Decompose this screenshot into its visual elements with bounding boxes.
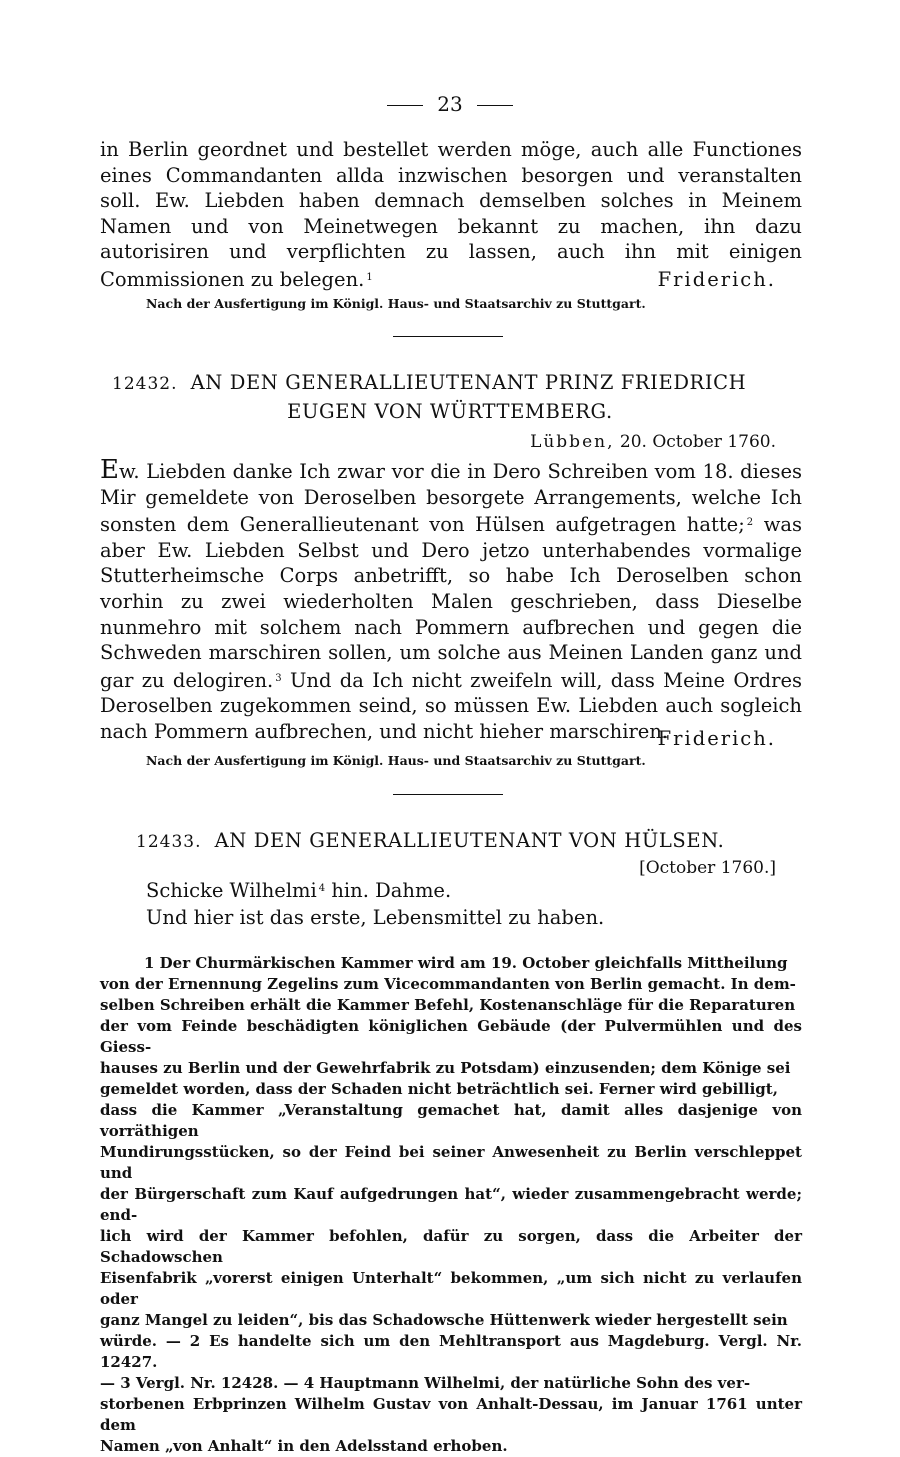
letter-12432-text-part3: Und da Ich nicht zweifeln will, dass Meine Ordres Deroselben zugekommen seind, so müssen Ew. Liebden auch sogleich nach Pommern aufbrechen, und nicht hieher marschiren. (100, 668, 803, 743)
footnote-line: von der Ernennung Zegelins zum Vicecommandanten von Berlin gemacht. In dem- (100, 975, 796, 993)
separator-rule-2 (393, 794, 503, 795)
letter-12432-heading-line1: AN DEN GENERALLIEUTENANT PRINZ FRIEDRICH (190, 371, 747, 394)
letter-12432-dateline (530, 432, 776, 452)
footnote-ref-3: 3 (275, 672, 282, 684)
page-number (0, 92, 900, 116)
footnote-line: gemeldet worden, dass der Schaden nicht beträchtlich sei. Ferner wird gebilligt, (100, 1080, 778, 1098)
footnote-line: Eisenfabrik „vorerst einigen Unterhalt“ bekommen, „um sich nicht zu verlaufen oder (100, 1269, 802, 1308)
letter-12432-text-part1: w. Liebden danke Ich zwar vor die in Dero Schreiben vom 18. dieses Mir gemeldete von Deroselben besorgete Arrangements, welche Ich sonsten dem Generallieutenant von Hülsen aufgetragen hatte; (100, 460, 802, 537)
page-number-dash-right (477, 105, 513, 106)
footnote-line: der vom Feinde beschädigten königlichen Gebäude (der Pulvermühlen und des Giess- (100, 1017, 802, 1056)
letter-12433-line1 (146, 879, 451, 902)
footnote-line: der Bürgerschaft zum Kauf aufgedrungen hat“, wieder zusammengebracht werde; end- (100, 1185, 802, 1224)
footnote-line: 1 Der Churmärkischen Kammer wird am 19. October gleichfalls Mittheilung (144, 954, 788, 972)
letter-12432-initial: E (100, 455, 119, 485)
letter-12432-body (100, 455, 803, 745)
source-note-2: Nach der Ausfertigung im Königl. Haus- und Staatsarchiv zu Stuttgart. (146, 753, 646, 768)
letter-12432-heading-line2: EUGEN VON WÜRTTEMBERG. (287, 400, 613, 423)
footnote-line: storbenen Erbprinzen Wilhelm Gustav von Anhalt-Dessau, im Januar 1761 unter dem (100, 1395, 802, 1434)
footnote-ref-4: 4 (318, 883, 326, 894)
footnote-ref-2: 2 (746, 517, 754, 529)
letter-12433-line1-text-b: hin. Dahme. (331, 879, 452, 902)
footnote-line: würde. — 2 Es handelte sich um den Mehltransport aus Magdeburg. Vergl. Nr. 12427. (100, 1332, 802, 1371)
footnote-line: hauses zu Berlin und der Gewehrfabrik zu Potsdam) einzusenden; dem Könige sei (100, 1059, 791, 1077)
page-number-dash-left (387, 105, 423, 106)
letter-12432-date: 20. October 1760. (619, 432, 776, 452)
source-note-1: Nach der Ausfertigung im Königl. Haus- und Staatsarchiv zu Stuttgart. (146, 296, 646, 311)
signature-2: Friderich. (657, 727, 776, 750)
footnote-line: ganz Mangel zu leiden“, bis das Schadowsche Hüttenwerk wieder hergestellt sein (100, 1311, 788, 1329)
letter-12433-line1-text-a: Schicke Wilhelmi (146, 879, 317, 902)
footnotes-block (100, 953, 802, 1457)
footnote-line: selben Schreiben erhält die Kammer Befehl, Kostenanschläge für die Reparaturen (100, 996, 796, 1014)
letter-12432-text-part2: was aber Ew. Liebden Selbst und Dero jetzo unterhabendes vormalige Stutterheimsche Corps anbetrifft, so habe Ich Deroselben schon vorhin zu zwei wiederholten Malen geschrieben, dass Dieselbe nunmehro mit solchem nach Pommern aufbrechen und gegen die Schweden marschiren sollen, um solche aus Meinen Landen ganz und gar zu delogiren. (100, 513, 803, 692)
footnote-line: Mundirungsstücken, so der Feind bei seiner Anwesenheit zu Berlin verschleppet und (100, 1143, 802, 1182)
letter-12432-place: Lübben, (530, 432, 615, 452)
footnote-line: — 3 Vergl. Nr. 12428. — 4 Hauptmann Wilhelmi, der natürliche Sohn des ver- (100, 1374, 751, 1392)
letter-12432-number: 12432. (112, 374, 178, 394)
letter-12433-heading (136, 829, 816, 852)
footnote-line: dass die Kammer „Veranstaltung gemachet hat, damit alles dasjenige von vorräthigen (100, 1101, 802, 1140)
letter-12433-number: 12433. (136, 832, 202, 852)
letter-12432-heading (112, 371, 802, 394)
footnote-line: lich wird der Kammer befohlen, dafür zu sorgen, dass die Arbeiter der Schadowschen (100, 1227, 802, 1266)
footnote-line: Namen „von Anhalt“ in den Adelsstand erhoben. (100, 1437, 508, 1455)
letter-12433-heading-text: AN DEN GENERALLIEUTENANT VON HÜLSEN. (214, 829, 725, 852)
separator-rule-1 (393, 336, 503, 337)
signature-1: Friderich. (657, 268, 776, 291)
footnote-ref-1: 1 (366, 271, 373, 283)
page-number-text: 23 (437, 92, 463, 116)
letter-12433-line2: Und hier ist das erste, Lebensmittel zu haben. (146, 906, 605, 929)
top-paragraph-text: in Berlin geordnet und bestellet werden möge, auch alle Functiones eines Commandanten allda inzwischen besorgen und veranstalten soll. Ew. Liebden haben demnach demselben solches in Meinem Namen und von Meinetwegen bekannt zu machen, ihn dazu autorisiren und verpflichten zu lassen, auch ihn mit einigen Commissionen zu belegen. (100, 138, 802, 291)
letter-12433-date: [October 1760.] (639, 858, 776, 878)
